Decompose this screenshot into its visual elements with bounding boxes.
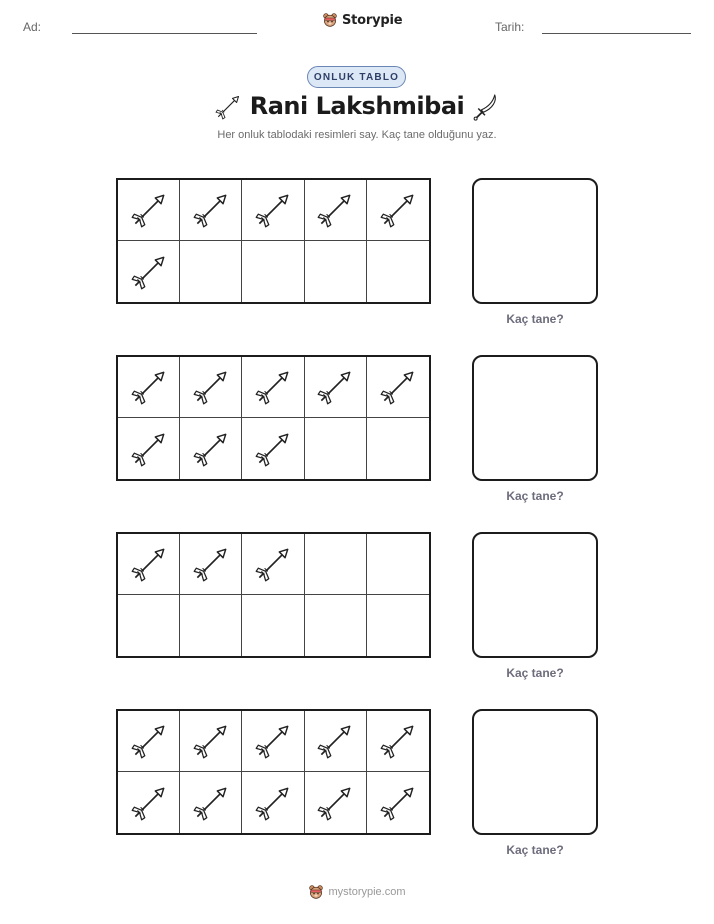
- name-line[interactable]: [72, 33, 257, 34]
- ten-frame-3: [116, 532, 431, 658]
- ten-frame-2: [116, 355, 431, 481]
- footer-url: mystorypie.com: [328, 886, 406, 898]
- frame-cell: [367, 772, 429, 833]
- frame-cell: [305, 595, 367, 656]
- frame-cell: [118, 711, 180, 772]
- frame-cell: [180, 241, 242, 302]
- frame-cell: [118, 180, 180, 241]
- arrow-icon: [377, 782, 419, 824]
- frame-cell: [118, 595, 180, 656]
- answer-label-2: Kaç tane?: [506, 489, 564, 503]
- arrow-icon: [128, 189, 170, 231]
- ten-frame-4: [116, 709, 431, 835]
- name-label: Ad:: [23, 20, 42, 34]
- arrow-icon: [128, 366, 170, 408]
- date-label: Tarih:: [495, 20, 525, 34]
- frame-cell: [367, 534, 429, 595]
- date-line[interactable]: [542, 33, 691, 34]
- arrow-icon: [252, 782, 294, 824]
- arrow-icon: [128, 782, 170, 824]
- answer-label-3: Kaç tane?: [506, 666, 564, 680]
- arrow-icon: [377, 366, 419, 408]
- page-title: Rani Lakshmibai: [249, 92, 465, 120]
- sword-icon: [470, 92, 500, 122]
- answer-label-4: Kaç tane?: [506, 843, 564, 857]
- brand-name: Storypie: [342, 12, 403, 28]
- arrow-icon: [190, 366, 232, 408]
- frame-cell: [242, 711, 304, 772]
- ten-frame-1: [116, 178, 431, 304]
- bear-mascot-icon: [322, 12, 338, 28]
- frame-cell: [242, 241, 304, 302]
- frame-cell: [367, 595, 429, 656]
- answer-box-4[interactable]: [472, 709, 598, 835]
- frame-cell: [180, 595, 242, 656]
- frame-cell: [180, 418, 242, 479]
- answer-box-1[interactable]: [472, 178, 598, 304]
- answer-label-1: Kaç tane?: [506, 312, 564, 326]
- frame-cell: [305, 772, 367, 833]
- frame-cell: [180, 772, 242, 833]
- frame-cell: [242, 595, 304, 656]
- instructions: Her onluk tablodaki resimleri say. Kaç tane olduğunu yaz.: [217, 129, 497, 141]
- bear-mascot-icon: [308, 884, 324, 900]
- frame-cell: [242, 772, 304, 833]
- frame-cell: [305, 711, 367, 772]
- frame-cell: [305, 418, 367, 479]
- frame-cell: [242, 180, 304, 241]
- brand-logo: [322, 12, 402, 28]
- arrow-icon: [190, 189, 232, 231]
- frame-cell: [367, 241, 429, 302]
- frame-cell: [305, 534, 367, 595]
- footer: [0, 884, 714, 900]
- answer-box-2[interactable]: [472, 355, 598, 481]
- arrow-icon: [128, 428, 170, 470]
- arrow-icon: [128, 543, 170, 585]
- worksheet-type-badge: ONLUK TABLO: [307, 66, 406, 88]
- frame-cell: [242, 418, 304, 479]
- frame-cell: [367, 357, 429, 418]
- arrow-icon: [128, 251, 170, 293]
- arrow-icon: [252, 428, 294, 470]
- frame-cell: [180, 180, 242, 241]
- frame-cell: [367, 180, 429, 241]
- frame-cell: [180, 711, 242, 772]
- arrow-icon: [190, 543, 232, 585]
- frame-cell: [305, 241, 367, 302]
- frame-cell: [180, 534, 242, 595]
- frame-cell: [367, 711, 429, 772]
- arrow-icon: [314, 782, 356, 824]
- answer-box-3[interactable]: [472, 532, 598, 658]
- arrow-icon: [377, 720, 419, 762]
- frame-cell: [180, 357, 242, 418]
- arrow-icon: [190, 720, 232, 762]
- frame-cell: [305, 180, 367, 241]
- frame-cell: [118, 772, 180, 833]
- arrow-icon: [252, 189, 294, 231]
- frame-cell: [118, 357, 180, 418]
- arrow-icon: [190, 782, 232, 824]
- arrow-icon: [252, 720, 294, 762]
- frame-cell: [118, 241, 180, 302]
- arrow-icon: [314, 189, 356, 231]
- arrow-icon: [377, 189, 419, 231]
- arrow-icon: [252, 543, 294, 585]
- arrow-icon: [314, 720, 356, 762]
- frame-cell: [242, 534, 304, 595]
- frame-cell: [305, 357, 367, 418]
- frame-cell: [367, 418, 429, 479]
- arrow-icon: [190, 428, 232, 470]
- frame-cell: [118, 534, 180, 595]
- arrow-icon: [314, 366, 356, 408]
- frame-cell: [242, 357, 304, 418]
- arrow-icon: [252, 366, 294, 408]
- arrow-icon: [128, 720, 170, 762]
- frame-cell: [118, 418, 180, 479]
